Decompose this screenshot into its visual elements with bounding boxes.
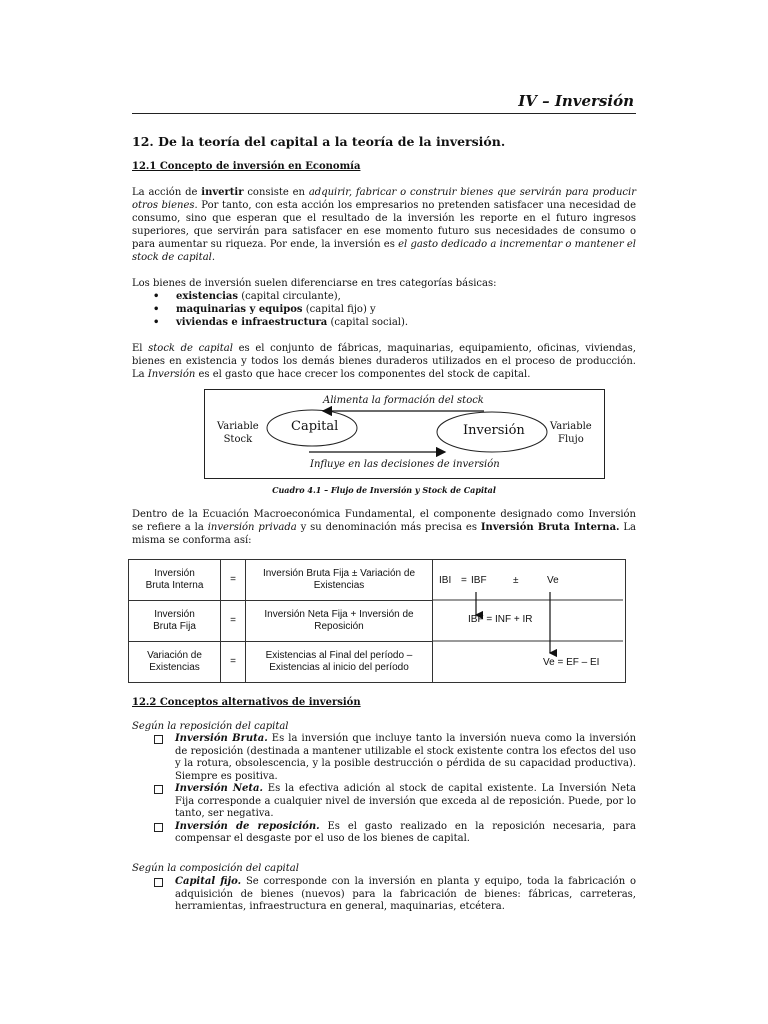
ve-label: Ve <box>547 575 559 586</box>
checkbox-bullet-icon <box>154 735 163 744</box>
table-cell: Inversión Neta Fija + Inversión de Reposición <box>246 601 433 642</box>
table-cell: = <box>221 642 246 683</box>
paragraph-gross-investment: Dentro de la Ecuación Macroeconómica Fundamental, el componente designado como Inversión se refiere a la inversión privada y su denominación más precisa es Inversión Bruta Interna. La misma se conforma así: <box>132 509 637 546</box>
paragraph-investment-definition: La acción de invertir consiste en adquirir, fabricar o construir bienes que servirán para producir otros bienes. Por tanto, con esta acción los empresarios no pretenden satisfacer una necesidad de consumo, sino que esperan que el resultado de la inversión les reporte en el futuro ingresos superiores, que servirán para satisfacer en ese momento futuro sus necesidades de consumo o para aumentar su riqueza. Por ende, la inversión es el gasto dedicado a incrementar o mantener el stock de capital. <box>132 187 637 263</box>
diagram-top-label: Alimenta la formación del stock <box>323 395 484 406</box>
section-title: 12. De la teoría del capital a la teoría de la inversión. <box>132 134 506 149</box>
list-item: • viviendas e infraestructura (capital social). <box>132 316 636 329</box>
table-cell: Variación de Existencias <box>129 642 221 683</box>
diagram-caption: Cuadro 4.1 – Flujo de Inversión y Stock de Capital <box>272 485 496 495</box>
flow-stock-diagram <box>204 389 605 479</box>
list-item: • existencias (capital circulante), <box>132 290 636 303</box>
equals-sign: = <box>461 575 467 586</box>
chapter-header: IV – Inversión <box>518 92 634 110</box>
group-title-composition: Según la composición del capital <box>132 863 299 874</box>
diagram-bottom-label: Influye en las decisiones de inversión <box>310 459 500 470</box>
categories-list <box>132 290 636 329</box>
inversion-label: Inversión <box>463 423 525 438</box>
checkbox-bullet-icon <box>154 823 163 832</box>
header-rule <box>132 113 636 114</box>
table-cell: Inversión Bruta Fija ± Variación de Existencias <box>246 560 433 601</box>
capital-label: Capital <box>291 419 339 434</box>
table-cell: = <box>221 601 246 642</box>
checkbox-bullet-icon <box>154 785 163 794</box>
stock-variable-label: Variable Stock <box>217 421 259 445</box>
relations-cell <box>433 560 626 683</box>
ve-equation: Ve = EF – EI <box>543 657 600 668</box>
list-item: Capital fijo. Se corresponde con la inversión en planta y equipo, toda la fabricación o adquisición de bienes (nuevos) para la fabricación de bienes: fábricas, carreteras, herramientas, infraestructura en general, maquinarias, etcétera. <box>132 876 636 914</box>
ibi-label: IBI <box>439 575 452 586</box>
ibf-equation: IBF = INF + IR <box>468 614 533 625</box>
paragraph-capital-stock: El stock de capital es el conjunto de fábricas, maquinarias, equipamiento, oficinas, viviendas, bienes en existencia y todos los demás bienes duraderos utilizados en el proceso de producción. La Inversión es el gasto que hace crecer los componentes del stock de capital. <box>132 343 636 380</box>
plus-minus-sign: ± <box>513 575 519 586</box>
group-title-replacement: Según la reposición del capital <box>132 721 289 732</box>
paragraph-categories-intro: Los bienes de inversión suelen diferenciarse en tres categorías básicas: <box>132 278 497 289</box>
list-item: Inversión Bruta. Es la inversión que incluye tanto la inversión nueva como la inversión de reposición (destinada a mantener utilizable el stock existente contra los efectos del uso y la rotura, obsolescencia, y la posible destrucción o pérdida de su capacidad productiva). Siempre es positiva. <box>132 733 636 783</box>
replacement-list <box>132 733 636 846</box>
table-row <box>129 560 626 601</box>
list-item: Inversión de reposición. Es el gasto realizado en la reposición necesaria, para compensar el desgaste por el uso de los bienes de capital. <box>132 821 636 846</box>
table-cell: = <box>221 560 246 601</box>
flow-variable-label: Variable Flujo <box>550 421 592 445</box>
subsection-title-2: 12.2 Conceptos alternativos de inversión <box>132 697 361 708</box>
checkbox-bullet-icon <box>154 878 163 887</box>
composition-list <box>132 876 636 914</box>
investment-equations-table <box>128 559 626 683</box>
ibf-label: IBF <box>471 575 487 586</box>
list-item: Inversión Neta. Es la efectiva adición al stock de capital existente. La Inversión Neta Fija corresponde a cualquier nivel de inversión que exceda al de reposición. Puede, por lo tanto, ser negativa. <box>132 783 636 821</box>
table-cell: Inversión Bruta Fija <box>129 601 221 642</box>
list-item: • maquinarias y equipos (capital fijo) y <box>132 303 636 316</box>
subsection-title-1: 12.1 Concepto de inversión en Economía <box>132 161 361 172</box>
table-cell: Inversión Bruta Interna <box>129 560 221 601</box>
table-cell: Existencias al Final del período – Existencias al inicio del período <box>246 642 433 683</box>
